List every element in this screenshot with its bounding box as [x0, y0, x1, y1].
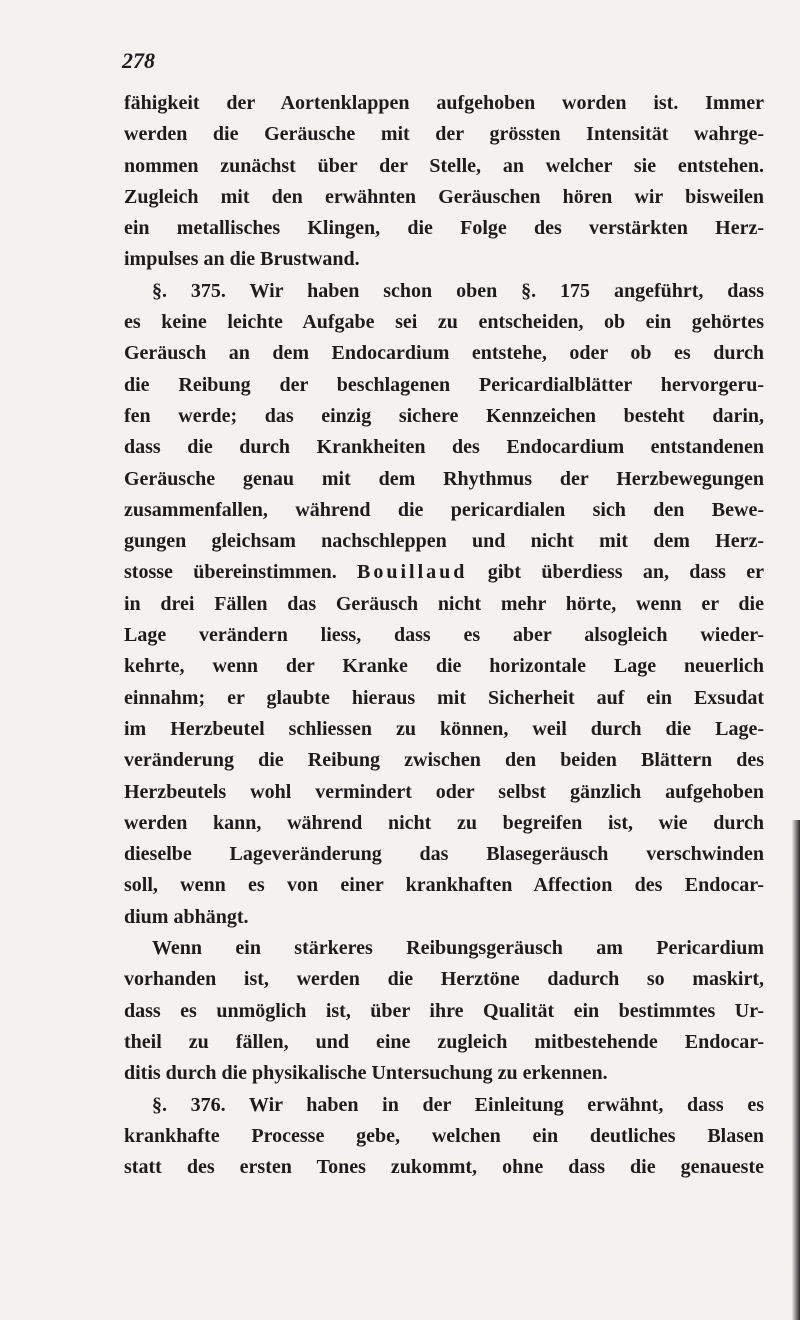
- text-line: werden kann, während nicht zu begreifen ist, wie durch: [124, 811, 764, 834]
- text-fragment: stosse übereinstimmen.: [124, 561, 358, 584]
- text-line: Geräusche genau mit dem Rhythmus der Herzbewegungen: [124, 467, 764, 490]
- text-fragment: gibt überdiess an, dass er: [467, 561, 765, 584]
- text-line: einnahm; er glaubte hieraus mit Sicherheit auf ein Exsudat: [124, 686, 764, 709]
- text-line: [124, 557, 764, 588]
- text-line: gungen gleichsam nachschleppen und nicht mit dem Herz-: [124, 530, 764, 553]
- text-line: impulses an die Brustwand.: [124, 248, 360, 271]
- section-heading-line: §. 375. Wir haben schon oben §. 175 angeführt, dass: [152, 279, 764, 302]
- text-line: Lage verändern liess, dass es aber alsogleich wieder-: [124, 624, 764, 647]
- text-line: dass es unmöglich ist, über ihre Qualität ein bestimmtes Ur-: [124, 999, 764, 1022]
- text-line: nommen zunächst über der Stelle, an welcher sie entstehen.: [124, 154, 764, 177]
- text-line: kehrte, wenn der Kranke die horizontale Lage neuerlich: [124, 655, 764, 678]
- text-line: Geräusch an dem Endocardium entstehe, oder ob es durch: [124, 342, 764, 365]
- section-heading-line: §. 376. Wir haben in der Einleitung erwähnt, dass es: [152, 1093, 764, 1116]
- text-line: statt des ersten Tones zukommt, ohne dass die genaueste: [124, 1156, 764, 1179]
- text-line: Zugleich mit den erwähnten Geräuschen hören wir bisweilen: [124, 185, 764, 208]
- page-edge-shadow: [792, 820, 800, 1320]
- text-line: die Reibung der beschlagenen Pericardialblätter hervorgeru-: [124, 373, 764, 396]
- text-line: krankhafte Processe gebe, welchen ein deutliches Blasen: [124, 1124, 764, 1147]
- text-line: dass die durch Krankheiten des Endocardium entstandenen: [124, 436, 764, 459]
- text-line: in drei Fällen das Geräusch nicht mehr hörte, wenn er die: [124, 592, 764, 615]
- text-line: ditis durch die physikalische Untersuchung zu erkennen.: [124, 1062, 608, 1085]
- text-line: soll, wenn es von einer krankhaften Affection des Endocar-: [124, 874, 764, 897]
- text-line: ein metallisches Klingen, die Folge des verstärkten Herz-: [124, 217, 764, 240]
- text-line: dieselbe Lageveränderung das Blasegeräusch verschwinden: [124, 843, 764, 866]
- text-line: fähigkeit der Aortenklappen aufgehoben worden ist. Immer: [124, 92, 764, 114]
- text-line: veränderung die Reibung zwischen den beiden Blättern des: [124, 749, 764, 772]
- author-name: Bouillaud: [357, 561, 468, 584]
- text-line: theil zu fällen, und eine zugleich mitbestehende Endocar-: [124, 1030, 764, 1053]
- text-line: dium abhängt.: [124, 905, 249, 928]
- text-line: werden die Geräusche mit der grössten Intensität wahrge-: [124, 123, 764, 146]
- page-number: 278: [122, 48, 155, 73]
- text-line: fen werde; das einzig sichere Kennzeichen besteht darin,: [124, 404, 764, 427]
- text-line: Herzbeutels wohl vermindert oder selbst gänzlich aufgehoben: [124, 780, 764, 803]
- text-line: vorhanden ist, werden die Herztöne dadurch so maskirt,: [124, 968, 764, 991]
- text-line: im Herzbeutel schliessen zu können, weil durch die Lage-: [124, 717, 764, 740]
- text-line: zusammenfallen, während die pericardialen sich den Bewe-: [124, 498, 764, 521]
- text-line: es keine leichte Aufgabe sei zu entscheiden, ob ein gehörtes: [124, 311, 764, 334]
- body-text: [124, 88, 764, 1183]
- paragraph-start-line: Wenn ein stärkeres Reibungsgeräusch am Pericardium: [152, 937, 764, 960]
